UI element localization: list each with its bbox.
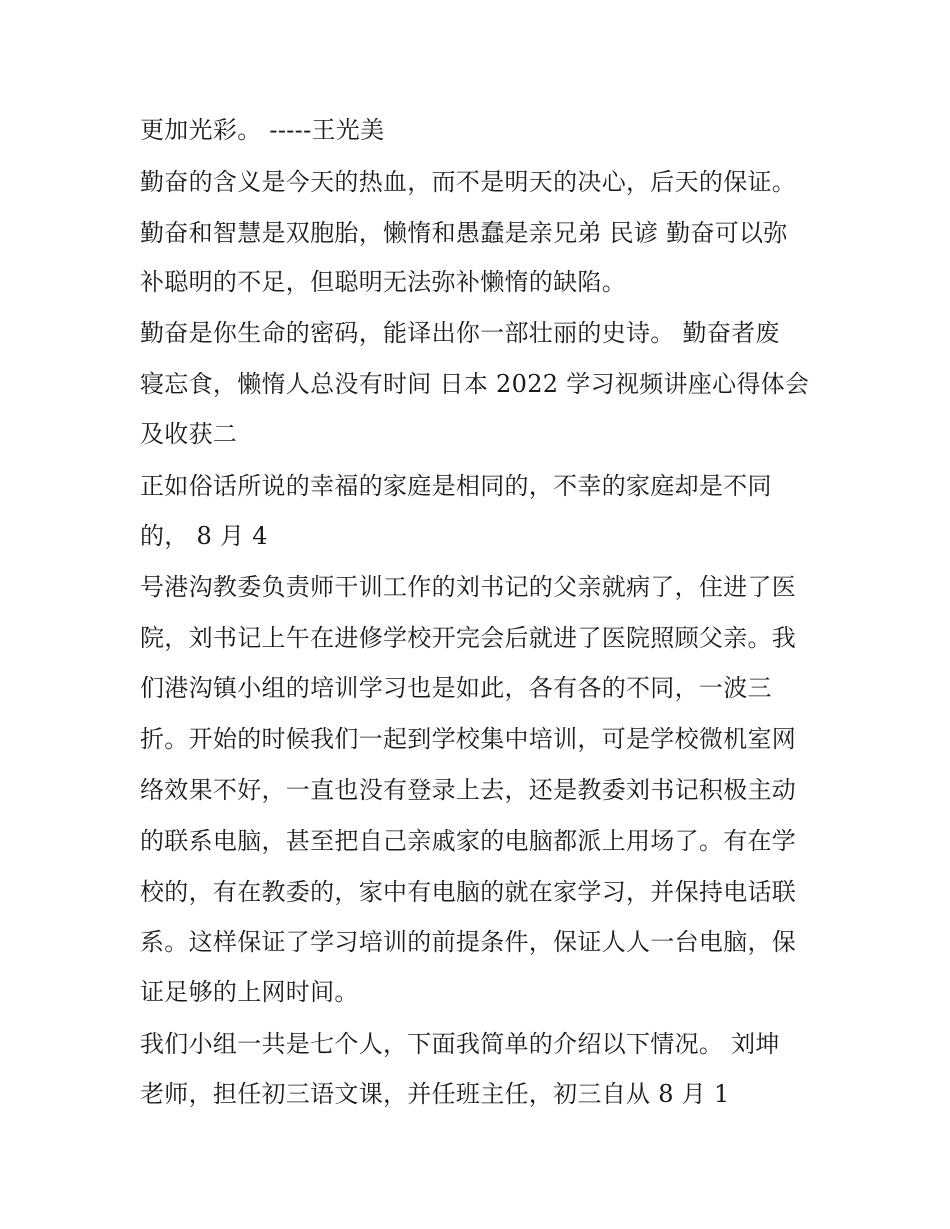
text-line: 证足够的上网时间。	[140, 978, 359, 1006]
text-line: 正如俗话所说的幸福的家庭是相同的，不幸的家庭却是不同	[140, 472, 772, 500]
text-line: 校的，有在教委的，家中有电脑的就在家学习，并保持电话联	[140, 878, 797, 906]
text-line: 的联系电脑，甚至把自己亲戚家的电脑都派上用场了。有在学	[140, 827, 797, 855]
text-line: 更加光彩。 -----王光美	[140, 116, 385, 144]
text-line: 络效果不好，一直也没有登录上去，还是教委刘书记积极主动	[140, 776, 797, 804]
text-line: 勤奋的含义是今天的热血，而不是明天的决心，后天的保证。	[140, 168, 797, 196]
text-line: 及收获二	[140, 420, 238, 448]
text-line: 老师，担任初三语文课，并任班主任，初三自从 8 月 1	[140, 1080, 730, 1108]
text-line: 号港沟教委负责师干训工作的刘书记的父亲就病了，住进了医	[140, 573, 797, 601]
text-line: 寝忘食，懒惰人总没有时间 日本 2022 学习视频讲座心得体会	[140, 370, 810, 398]
text-line: 系。这样保证了学习培训的前提条件，保证人人一台电脑，保	[140, 928, 797, 956]
text-line: 我们小组一共是七个人，下面我简单的介绍以下情况。 刘坤	[140, 1030, 780, 1058]
text-line: 补聪明的不足，但聪明无法弥补懒惰的缺陷。	[140, 268, 626, 296]
text-line: 勤奋和智慧是双胞胎，懒惰和愚蠢是亲兄弟 民谚 勤奋可以弥	[140, 219, 788, 247]
text-line: 折。开始的时候我们一起到学校集中培训，可是学校微机室网	[140, 725, 797, 753]
text-line: 的， 8 月 4	[140, 522, 268, 550]
text-line: 院，刘书记上午在进修学校开完会后就进了医院照顾父亲。我	[140, 624, 797, 652]
text-line: 勤奋是你生命的密码，能译出你一部壮丽的史诗。 勤奋者废	[140, 319, 780, 347]
text-line: 们港沟镇小组的培训学习也是如此，各有各的不同，一波三	[140, 674, 772, 702]
